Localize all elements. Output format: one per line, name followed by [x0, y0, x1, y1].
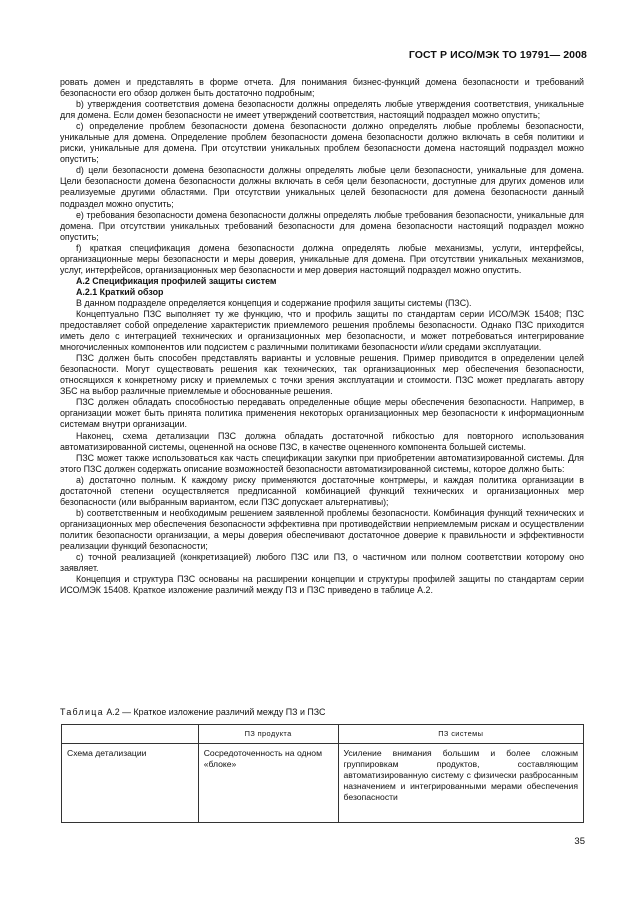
list-item-f: f) краткая спецификация домена безопасности должна определять любые механизмы, услуги, интерфейсы, организационные меры безопасности и меры доверия, уникальные для домена. При отсутствии уникальных механизмов, услуг, интерфейсов, организационных мер безопасности и мер доверия настоящий подраздел можно опустить. [60, 242, 584, 275]
list-item-c: c) точной реализацией (конкретизацией) любого ПЗС или ПЗ, o частичном или полном соответствии которому оно заявляет. [60, 552, 584, 574]
list-item-e: e) требования безопасности домена безопасности должны определять любые требования безопасности, уникальные для домена. При отсутствии уникальных требований безопасности для домена безопасности настоящий подраздел можно опустить; [60, 209, 584, 242]
standard-header-title: ГОСТ Р ИСО/МЭК ТО 19791— 2008 [408, 49, 587, 61]
subsection-heading-a21: А.2.1 Краткий обзор [76, 286, 164, 297]
header-cell-empty [62, 725, 199, 744]
list-item-a: a) достаточно полным. К каждому риску применяются достаточные контрмеры, и каждая политика организации в достаточной степени осуществляется предписанной комбинацией функций технических и организационных мер безопасности (или выбранным вариантом, если ПЗС допускает альтернативы); [60, 474, 584, 507]
list-item-b: b) соответственным и необходимым решением заявленной проблемы безопасности. Комбинация функций технических и организационных мер обеспечения безопасности эффективна при противодействии неприемлемым рискам и осуществлении политик безопасности организации, а меры доверия обеспечивают достаточное доверие к правильности и эффективности реализации функций безопасности; [60, 507, 584, 551]
list-item-d: d) цели безопасности домена безопасности должны определять любые цели безопасности, уникальные для домена. Цели безопасности домена безопасности должны включать в себя цели безопасности, доступные для других доменов или реализуемые другими областями. При отсутствии уникальных целей безопасности для домена безопасности данный подраздел можно опустить; [60, 165, 584, 209]
paragraph: ПЗС должен быть способен представлять варианты и условные решения. Пример приводится в определении целей безопасности. Могут существовать решения как технических, так организационных мер обеспечения безопасности, относящихся к конкретному риску и приемлемых с точки зрения эксплуатации и стоимости. ПЗС может предлагать автору ЗБС на выбор различные приемлемые и обоснованные решения. [60, 353, 584, 397]
paragraph: В данном подразделе определяется концепция и содержание профиля защиты системы (ПЗС). [76, 297, 472, 308]
comparison-table [61, 724, 584, 823]
paragraph: ПЗС может также использоваться как часть спецификации закупки при приобретении автоматизированной системы. Для этого ПЗС должен содержать описание возможностей безопасности автоматизированной системы, которое должно быть: [60, 452, 584, 474]
table-cell: Схема детализации [62, 744, 199, 823]
list-item-b: b) утверждения соответствия домена безопасности должны определять любые утверждения соответствия, уникальные для домена. Если домен безопасности не имеет утверждений соответствия, настоящий подраздел можно опустить; [60, 99, 584, 121]
page-number: 35 [574, 836, 585, 847]
table-cell: Усиление внимания большим и более сложным группировкам продуктов, составляющим автоматизированную систему с физически разбросанным назначением и интегрированными мерами обеспечения безопасности [338, 744, 583, 823]
table-caption-text: А.2 — Краткое изложение различий между ПЗ и ПЗС [103, 707, 326, 717]
header-cell-product-pp: ПЗ продукта [198, 725, 338, 744]
table-row [62, 744, 584, 823]
paragraph: ПЗС должен обладать способностью передавать определенные общие меры обеспечения безопасности. Например, в организации может быть принята политика применения некоторых организационных мер безопасности к информационным системам внутри организации. [60, 397, 584, 430]
body-text [60, 77, 584, 596]
table-header-row [62, 725, 584, 744]
paragraph: Наконец, схема детализации ПЗС должна обладать достаточной гибкостью для повторного использования автоматизированной системы, оцененной на основе ПЗС, в качестве оцененного компонента большей системы. [60, 430, 584, 452]
list-item-c: c) определение проблем безопасности домена безопасности должно определять любые проблемы безопасности, уникальные для домена. Определение проблем безопасности домена безопасности должно включать в себя политики и риски, уникальные для домена. При отсутствии уникальных проблем безопасности домена настоящий подраздел можно опустить; [60, 121, 584, 165]
table-cell: Сосредоточенность на одном «блоке» [198, 744, 338, 823]
paragraph: ровать домен и представлять в форме отчета. Для понимания бизнес-функций домена безопасности и требований безопасности его обзор должен быть достаточно подробным; [60, 77, 584, 99]
paragraph: Концепция и структура ПЗС основаны на расширении концепции и структуры профилей защиты по стандартам серии ИСО/МЭК 15408. Краткое изложение различий между ПЗ и ПЗС приведено в таблице А.2. [60, 574, 584, 596]
header-cell-system-pp: ПЗ системы [338, 725, 583, 744]
table-caption-prefix: Таблица [60, 707, 104, 717]
section-heading-a2: А.2 Спецификация профилей защиты систем [76, 275, 277, 286]
table-caption [60, 707, 325, 717]
paragraph: Концептуально ПЗС выполняет ту же функцию, что и профиль защиты по стандартам серии ИСО/МЭК 15408; ПЗС предоставляет собой определение характеристик приемлемого решения проблемы безопасности. Однако ПЗС приходится иметь дело с интеграцией технических и организационных мер безопасности, и может потребоваться интегрирование многочисленных компонентов или подсистем с различными политиками безопасности и/или средами эксплуатации. [60, 308, 584, 353]
